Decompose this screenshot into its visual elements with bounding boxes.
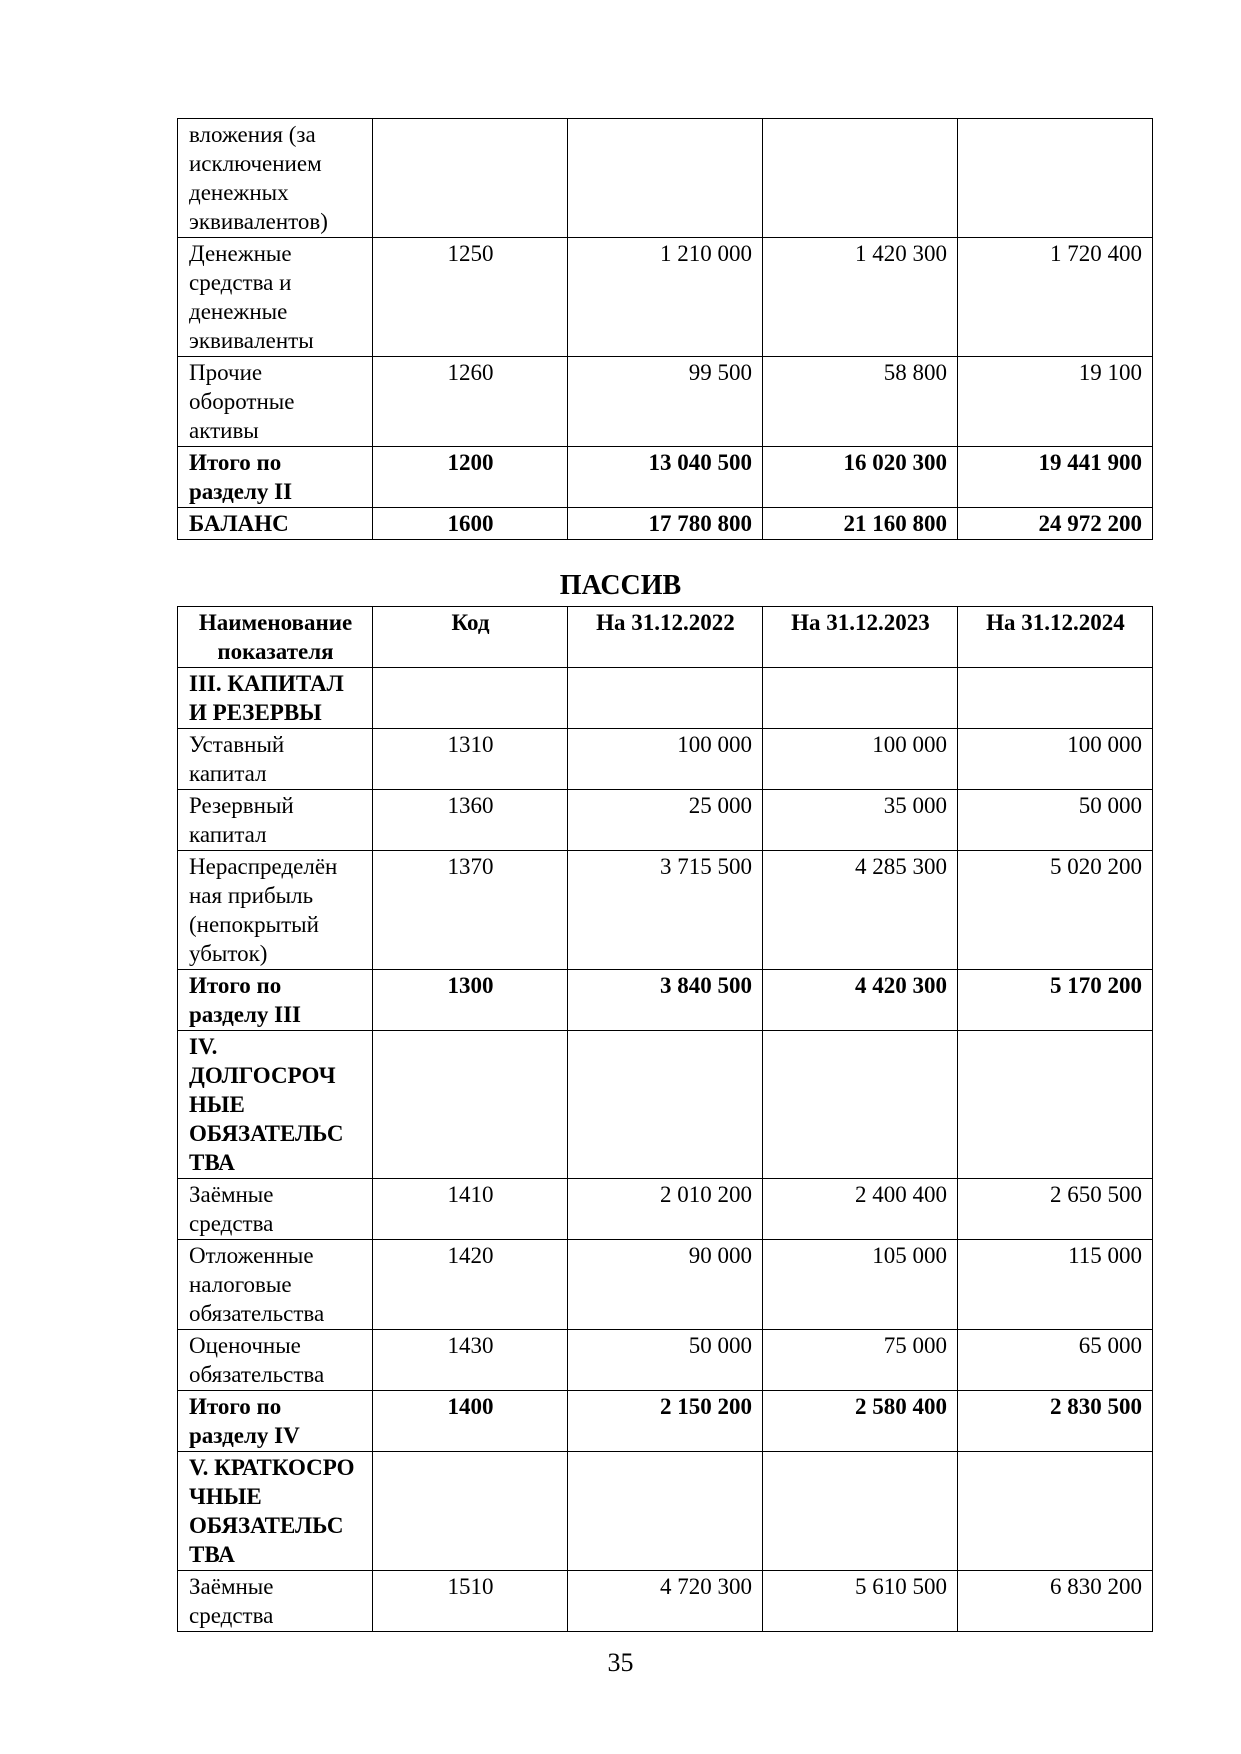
table-row <box>178 851 1153 970</box>
table-row <box>178 668 1153 729</box>
cell-value-2022: 4 720 300 <box>568 1571 763 1632</box>
cell-value-2023 <box>763 1031 958 1179</box>
cell-value-2023: 35 000 <box>763 790 958 851</box>
cell-value-2023: 100 000 <box>763 729 958 790</box>
table-row <box>178 790 1153 851</box>
cell-value-2023: 75 000 <box>763 1330 958 1391</box>
cell-code: 1310 <box>373 729 568 790</box>
cell-value-2023: 5 610 500 <box>763 1571 958 1632</box>
cell-value-2022: 3 715 500 <box>568 851 763 970</box>
header-code: Код <box>373 607 568 668</box>
cell-name: III. КАПИТАЛ И РЕЗЕРВЫ <box>178 668 373 729</box>
table-row <box>178 1330 1153 1391</box>
cell-value-2022 <box>568 1452 763 1571</box>
cell-value-2022: 2 010 200 <box>568 1179 763 1240</box>
cell-value-2023: 4 285 300 <box>763 851 958 970</box>
cell-code: 1420 <box>373 1240 568 1330</box>
cell-value-2024: 100 000 <box>958 729 1153 790</box>
cell-value-2023: 21 160 800 <box>763 508 958 540</box>
table-row <box>178 238 1153 357</box>
cell-name: Заёмные средства <box>178 1571 373 1632</box>
passive-section-title: ПАССИВ <box>559 570 682 601</box>
liabilities-table-header <box>178 607 1153 668</box>
cell-code: 1300 <box>373 970 568 1031</box>
cell-name: Заёмные средства <box>178 1179 373 1240</box>
cell-value-2023 <box>763 1452 958 1571</box>
cell-name: Итого по разделу IV <box>178 1391 373 1452</box>
table-row <box>178 729 1153 790</box>
cell-value-2024 <box>958 119 1153 238</box>
cell-name: IV. ДОЛГОСРОЧ НЫЕ ОБЯЗАТЕЛЬС ТВА <box>178 1031 373 1179</box>
cell-value-2024: 2 830 500 <box>958 1391 1153 1452</box>
cell-name: Резервный капитал <box>178 790 373 851</box>
header-name: Наименование показателя <box>178 607 373 668</box>
cell-value-2023: 1 420 300 <box>763 238 958 357</box>
cell-value-2024 <box>958 668 1153 729</box>
cell-code: 1410 <box>373 1179 568 1240</box>
table-row <box>178 1179 1153 1240</box>
cell-value-2023: 2 400 400 <box>763 1179 958 1240</box>
cell-name: Отложенные налоговые обязательства <box>178 1240 373 1330</box>
cell-name: Итого по разделу III <box>178 970 373 1031</box>
cell-value-2024: 115 000 <box>958 1240 1153 1330</box>
cell-value-2022 <box>568 119 763 238</box>
table-row <box>178 119 1153 238</box>
cell-code: 1600 <box>373 508 568 540</box>
cell-value-2023: 58 800 <box>763 357 958 447</box>
header-date-2024: На 31.12.2024 <box>958 607 1153 668</box>
table-row <box>178 1452 1153 1571</box>
cell-name: Оценочные обязательства <box>178 1330 373 1391</box>
cell-value-2024: 65 000 <box>958 1330 1153 1391</box>
cell-value-2022: 90 000 <box>568 1240 763 1330</box>
table-row <box>178 508 1153 540</box>
table-row <box>178 1240 1153 1330</box>
cell-name: Уставный капитал <box>178 729 373 790</box>
cell-code: 1250 <box>373 238 568 357</box>
cell-value-2024: 50 000 <box>958 790 1153 851</box>
cell-value-2022 <box>568 1031 763 1179</box>
cell-code: 1510 <box>373 1571 568 1632</box>
table-row <box>178 1571 1153 1632</box>
cell-code: 1430 <box>373 1330 568 1391</box>
header-row <box>178 607 1153 668</box>
cell-code <box>373 119 568 238</box>
cell-value-2022: 3 840 500 <box>568 970 763 1031</box>
cell-value-2024: 1 720 400 <box>958 238 1153 357</box>
liabilities-table-body <box>178 668 1153 1632</box>
assets-table <box>177 118 1153 540</box>
cell-value-2022: 17 780 800 <box>568 508 763 540</box>
cell-name: Прочие оборотные активы <box>178 357 373 447</box>
cell-code: 1370 <box>373 851 568 970</box>
cell-name: вложения (за исключением денежных эквивалентов) <box>178 119 373 238</box>
cell-value-2024: 19 441 900 <box>958 447 1153 508</box>
cell-value-2024: 5 020 200 <box>958 851 1153 970</box>
cell-value-2024: 2 650 500 <box>958 1179 1153 1240</box>
cell-name: Итого по разделу II <box>178 447 373 508</box>
cell-value-2024: 5 170 200 <box>958 970 1153 1031</box>
cell-value-2022: 99 500 <box>568 357 763 447</box>
header-date-2022: На 31.12.2022 <box>568 607 763 668</box>
assets-table-body <box>178 119 1153 540</box>
cell-value-2024 <box>958 1031 1153 1179</box>
cell-name: Нераспределён ная прибыль (непокрытый убыток) <box>178 851 373 970</box>
cell-value-2023: 4 420 300 <box>763 970 958 1031</box>
cell-code: 1200 <box>373 447 568 508</box>
cell-code: 1260 <box>373 357 568 447</box>
cell-value-2022: 100 000 <box>568 729 763 790</box>
page-number: 35 <box>607 1648 634 1677</box>
cell-value-2022: 1 210 000 <box>568 238 763 357</box>
cell-value-2022 <box>568 668 763 729</box>
cell-value-2023 <box>763 668 958 729</box>
cell-value-2024 <box>958 1452 1153 1571</box>
liabilities-table <box>177 606 1153 1632</box>
cell-name: БАЛАНС <box>178 508 373 540</box>
cell-value-2024: 6 830 200 <box>958 1571 1153 1632</box>
cell-value-2022: 13 040 500 <box>568 447 763 508</box>
cell-code <box>373 668 568 729</box>
header-date-2023: На 31.12.2023 <box>763 607 958 668</box>
cell-value-2024: 19 100 <box>958 357 1153 447</box>
cell-name: V. КРАТКОСРО ЧНЫЕ ОБЯЗАТЕЛЬС ТВА <box>178 1452 373 1571</box>
cell-name: Денежные средства и денежные эквиваленты <box>178 238 373 357</box>
cell-code <box>373 1452 568 1571</box>
cell-value-2022: 50 000 <box>568 1330 763 1391</box>
cell-value-2023: 2 580 400 <box>763 1391 958 1452</box>
table-row <box>178 970 1153 1031</box>
cell-code <box>373 1031 568 1179</box>
cell-value-2023: 16 020 300 <box>763 447 958 508</box>
table-row <box>178 1031 1153 1179</box>
cell-code: 1400 <box>373 1391 568 1452</box>
cell-value-2024: 24 972 200 <box>958 508 1153 540</box>
cell-code: 1360 <box>373 790 568 851</box>
table-row <box>178 447 1153 508</box>
cell-value-2022: 25 000 <box>568 790 763 851</box>
table-row <box>178 357 1153 447</box>
cell-value-2023 <box>763 119 958 238</box>
cell-value-2023: 105 000 <box>763 1240 958 1330</box>
cell-value-2022: 2 150 200 <box>568 1391 763 1452</box>
table-row <box>178 1391 1153 1452</box>
